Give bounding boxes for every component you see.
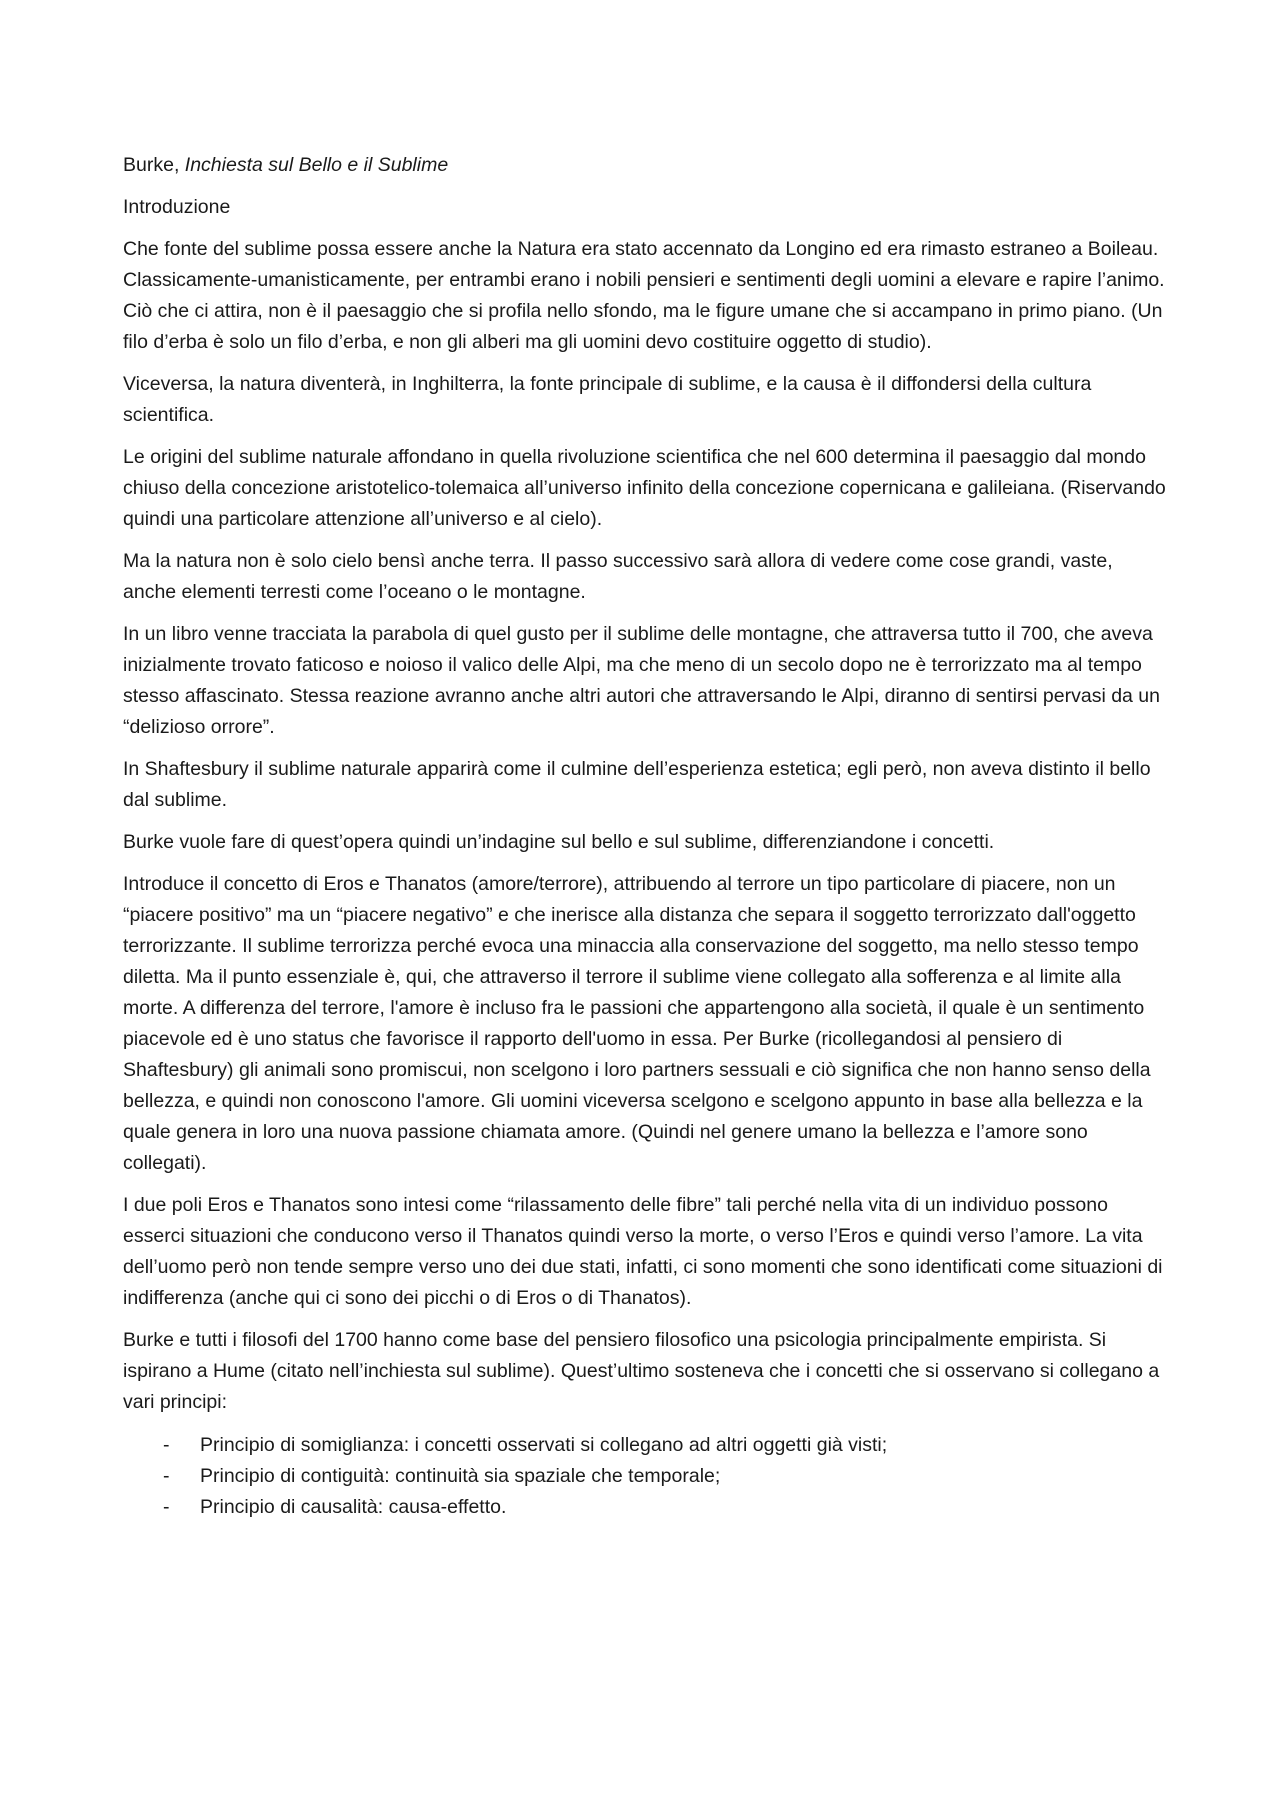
paragraph: Introduce il concetto di Eros e Thanatos (amore/terrore), attribuendo al terrore un tipo particolare di piacere, non un “piacere positivo” ma un “piacere negativo” e che inerisce alla distanza che separa il soggetto terrorizzato dall'oggetto terrorizzante. Il sublime terrorizza perché evoca una minaccia alla conservazione del soggetto, ma nello stesso tempo diletta. Ma il punto essenziale è, qui, che attraverso il terrore il sublime viene collegato alla sofferenza e al limite alla morte. A differenza del terrore, l'amore è incluso fra le passioni che appartengono alla società, il quale è un sentimento piacevole ed è uno status che favorisce il rapporto dell'uomo in essa. Per Burke (ricollegandosi al pensiero di Shaftesbury) gli animali sono promiscui, non scelgono i loro partners sessuali e ciò significa che non hanno senso della bellezza, e quindi non conoscono l'amore. Gli uomini viceversa scelgono e scelgono appunto in base alla bellezza e la quale genera in loro una nuova passione chiamata amore. (Quindi nel genere umano la bellezza e l’amore sono collegati). — [123, 873, 1151, 1174]
list-dash: - — [163, 1465, 170, 1487]
title-work: Inchiesta sul Bello e il Sublime — [184, 154, 449, 176]
list-item — [123, 1492, 1171, 1523]
paragraph: In Shaftesbury il sublime naturale apparirà come il culmine dell’esperienza estetica; egli però, non aveva distinto il bello dal sublime. — [123, 758, 1151, 811]
title-author: Burke, — [123, 154, 185, 176]
document-page — [123, 150, 1171, 1523]
list-item-text: Principio di causalità: causa-effetto. — [200, 1496, 507, 1518]
list-item — [123, 1430, 1171, 1461]
paragraph: I due poli Eros e Thanatos sono intesi come “rilassamento delle fibre” tali perché nella vita di un individuo possono esserci situazioni che conducono verso il Thanatos quindi verso la morte, o verso l’Eros e quindi verso l’amore. La vita dell’uomo però non tende sempre verso uno dei due stati, infatti, ci sono momenti che sono identificati come situazioni di indifferenza (anche qui ci sono dei picchi o di Eros o di Thanatos). — [123, 1194, 1163, 1309]
paragraph: Che fonte del sublime possa essere anche la Natura era stato accennato da Longino ed era rimasto estraneo a Boileau. Classicamente-umanisticamente, per entrambi erano i nobili pensieri e sentimenti degli uomini a elevare e rapire l’animo. Ciò che ci attira, non è il paesaggio che si profila nello sfondo, ma le figure umane che si accampano in primo piano. (Un filo d’erba è solo un filo d’erba, e non gli alberi ma gli uomini devo costituire oggetto di studio). — [123, 238, 1165, 353]
paragraph: Burke e tutti i filosofi del 1700 hanno come base del pensiero filosofico una psicologia principalmente empirista. Si ispirano a Hume (citato nell’inchiesta sul sublime). Quest’ultimo sosteneva che i concetti che si osservano si collegano a vari principi: — [123, 1329, 1160, 1413]
paragraph: Viceversa, la natura diventerà, in Inghilterra, la fonte principale di sublime, e la causa è il diffondersi della cultura scientifica. — [123, 373, 1092, 426]
paragraph: Burke vuole fare di quest’opera quindi un’indagine sul bello e sul sublime, differenziandone i concetti. — [123, 831, 995, 853]
paragraph: Le origini del sublime naturale affondano in quella rivoluzione scientifica che nel 600 determina il paesaggio dal mondo chiuso della concezione aristotelico-tolemaica all’universo infinito della concezione copernicana e galileiana. (Riservando quindi una particolare attenzione all’universo e al cielo). — [123, 446, 1166, 530]
principles-list — [123, 1430, 1171, 1523]
list-item — [123, 1461, 1171, 1492]
list-item-text: Principio di somiglianza: i concetti osservati si collegano ad altri oggetti già visti; — [200, 1434, 888, 1456]
paragraph: In un libro venne tracciata la parabola di quel gusto per il sublime delle montagne, che attraversa tutto il 700, che aveva inizialmente trovato faticoso e noioso il valico delle Alpi, ma che meno di un secolo dopo ne è terrorizzato ma al tempo stesso affascinato. Stessa reazione avranno anche altri autori che attraversando le Alpi, diranno di sentirsi pervasi da un “delizioso orrore”. — [123, 623, 1160, 738]
section-heading: Introduzione — [123, 196, 231, 218]
list-item-text: Principio di contiguità: continuità sia spaziale che temporale; — [200, 1465, 721, 1487]
paragraph: Ma la natura non è solo cielo bensì anche terra. Il passo successivo sarà allora di vedere come cose grandi, vaste, anche elementi terresti come l’oceano o le montagne. — [123, 550, 1113, 603]
list-dash: - — [163, 1496, 170, 1518]
list-dash: - — [163, 1434, 170, 1456]
document-title — [123, 150, 1171, 181]
